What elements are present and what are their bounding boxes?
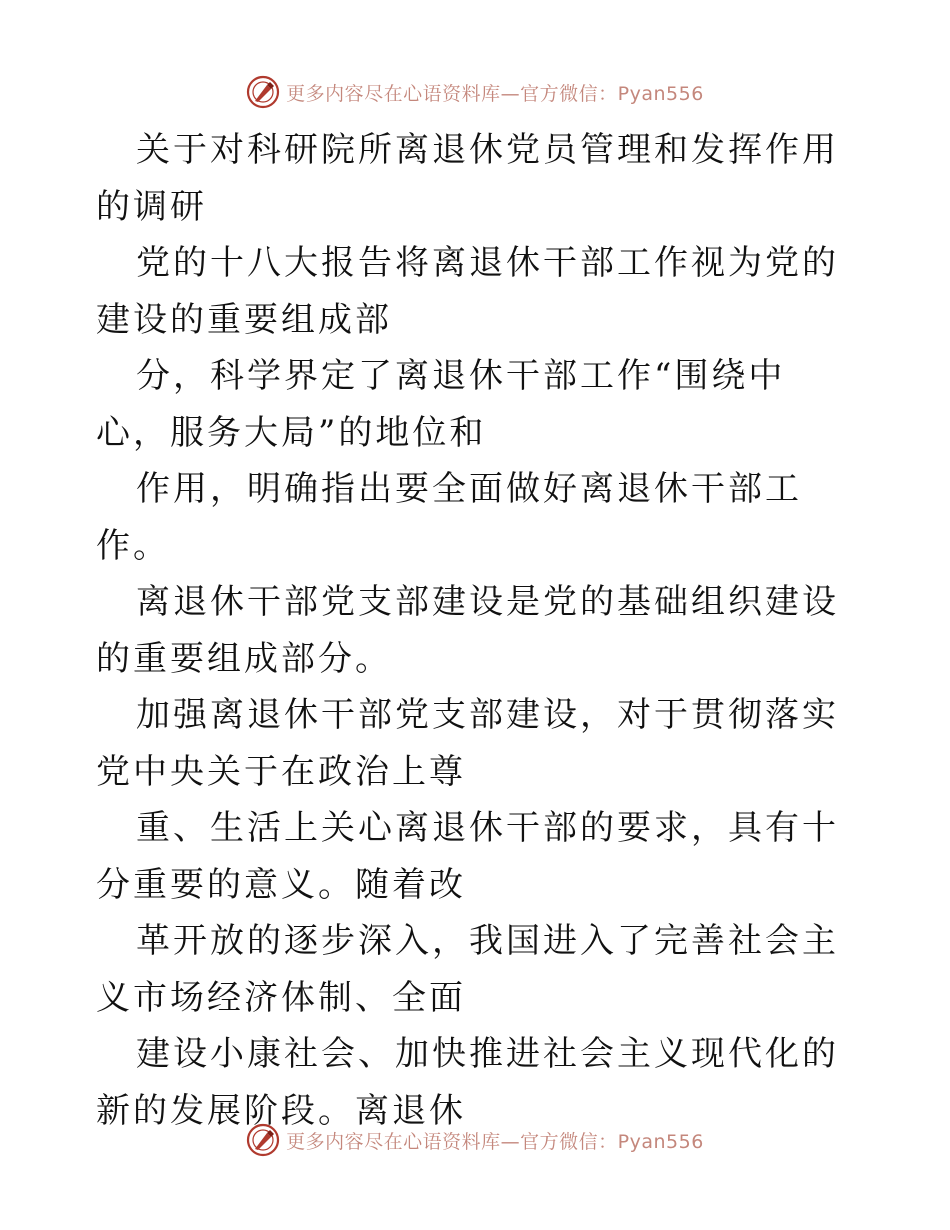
document-body [96, 122, 856, 1139]
footer-banner [0, 1118, 950, 1162]
paragraph: 加强离退休干部党支部建设，对于贯彻落实党中央关于在政治上尊 [96, 695, 839, 792]
header-banner-text: 更多内容尽在心语资料库—官方微信：Pyan556 [286, 82, 704, 105]
pen-nib-logo-icon [246, 75, 280, 109]
paragraph: 党的十八大报告将离退休干部工作视为党的建设的重要组成部 [96, 243, 839, 340]
document-title: 关于对科研院所离退休党员管理和发挥作用的调研 [96, 130, 839, 227]
paragraph: 革开放的逐步深入，我国进入了完善社会主义市场经济体制、全面 [96, 921, 839, 1018]
paragraph: 作用，明确指出要全面做好离退休干部工作。 [96, 469, 802, 566]
footer-banner-text: 更多内容尽在心语资料库—官方微信：Pyan556 [286, 1130, 704, 1153]
paragraph: 重、生活上关心离退休干部的要求，具有十分重要的意义。随着改 [96, 808, 839, 905]
header-banner [0, 70, 950, 114]
paragraph: 离退休干部党支部建设是党的基础组织建设的重要组成部分。 [96, 582, 839, 679]
paragraph: 建设小康社会、加快推进社会主义现代化的新的发展阶段。离退休 [96, 1034, 839, 1131]
pen-nib-logo-icon [246, 1123, 280, 1157]
paragraph: 分，科学界定了离退休干部工作“围绕中心，服务大局”的地位和 [96, 356, 786, 453]
